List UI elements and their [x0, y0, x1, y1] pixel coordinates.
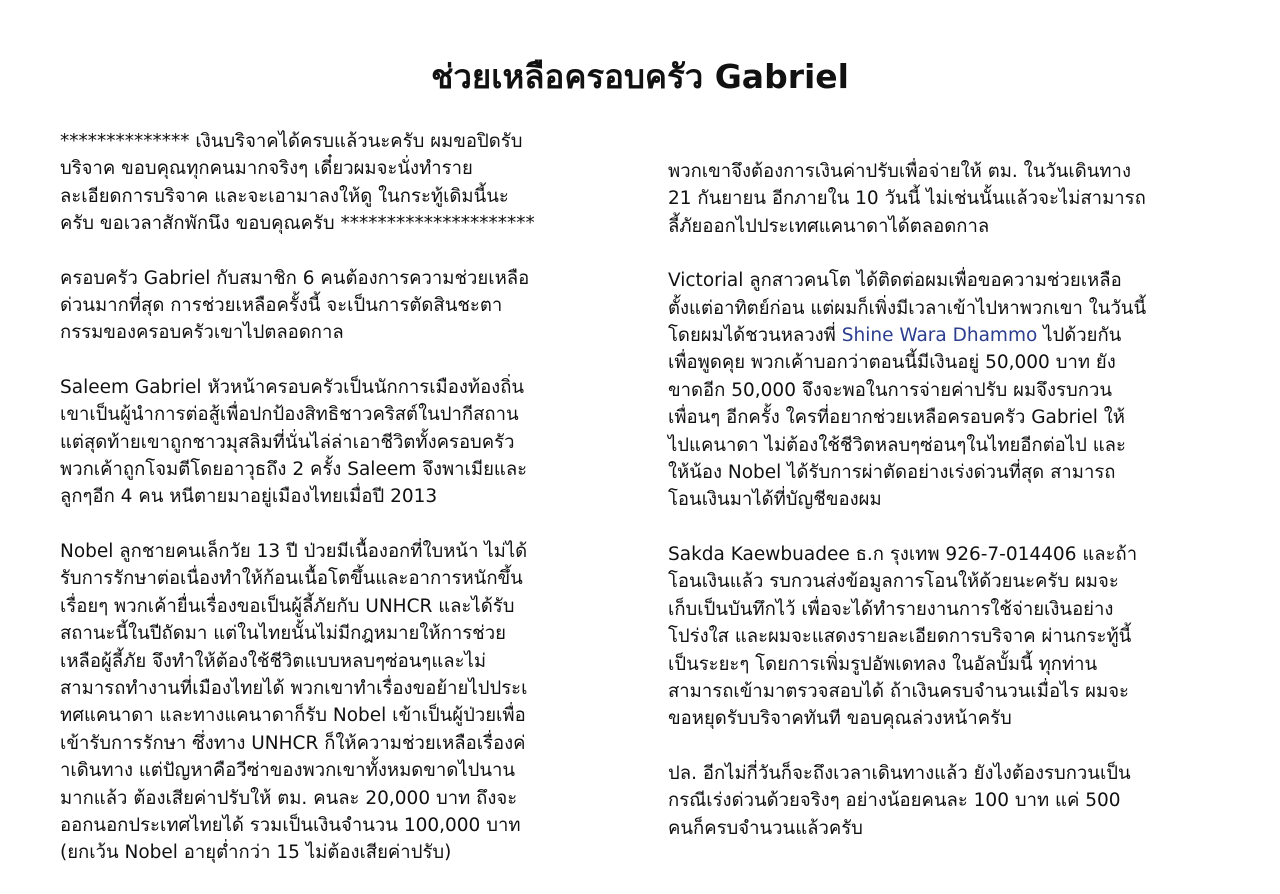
paragraph-line: กรรมของครอบครัวเขาไปตลอดกาล — [60, 322, 344, 344]
paragraph — [60, 538, 622, 867]
paragraph-line: ************** เงินบริจาคได้ครบแล้วนะครับ ผมขอปิดรับ — [60, 131, 523, 152]
paragraph-line: สถานะนี้ในปีถัดมา แต่ในไทยนั้นไม่มีกฎหมายให้การช่วย — [60, 623, 506, 645]
page-title: ช่วยเหลือครอบครัว Gabriel — [431, 57, 849, 96]
paragraph-line: (ยกเว้น Nobel อายุต่ำกว่า 15 ไม่ต้องเสียค่าปรับ) — [60, 842, 452, 864]
paragraph-line: าเดินทาง แต่ปัญหาคือวีซ่าของพวกเขาทั้งหมดขาดไปนาน — [60, 760, 516, 782]
paragraph-line: ขาดอีก 50,000 จึงจะพอในการจ่ายค่าปรับ ผมจึงรบกวน — [668, 379, 1112, 401]
paragraph-line: ไปแคนาดา ไม่ต้องใช้ชีวิตหลบๆซ่อนๆในไทยอีกต่อไป และ — [668, 434, 1126, 456]
paragraph-line: ปล. อีกไม่กี่วันก็จะถึงเวลาเดินทางแล้ว ยังไงต้องรบกวนเป็น — [668, 762, 1131, 784]
paragraph — [60, 374, 622, 511]
paragraph-line: สามารถเข้ามาตรวจสอบได้ ถ้าเงินครบจำนวนเมื่อไร ผมจะ — [668, 680, 1129, 702]
paragraph-line: ลูกๆอีก 4 คน หนีตายมาอยู่เมืองไทยเมื่อปี 2013 — [60, 486, 438, 508]
paragraph-line: ทศแคนาดา และทางแคนาดาก็รับ Nobel เข้าเป็นผู้ป่วยเพื่อ — [60, 705, 526, 727]
line-text: ไปด้วยกัน — [1037, 325, 1122, 347]
paragraph-line: เก็บเป็นบันทึกไว้ เพื่อจะได้ทำรายงานการใช้จ่ายเงินอย่าง — [668, 598, 1114, 620]
paragraph-line: เหลือผู้ลี้ภัย จึงทำให้ต้องใช้ชีวิตแบบหลบๆซ่อนๆและไม่ — [60, 650, 487, 672]
line-text: โดยผมได้ชวนหลวงพี่ — [668, 325, 842, 347]
paragraph-line: เข้ารับการรักษา ซึ่งทาง UNHCR ก็ให้ความช่วยเหลือเรื่องค่ — [60, 732, 526, 754]
paragraph-line: เพื่อพูดคุย พวกเค้าบอกว่าตอนนี้มีเงินอยู่ 50,000 บาท ยัง — [668, 352, 1116, 374]
paragraph-line: ครอบครัว Gabriel กับสมาชิก 6 คนต้องการความช่วยเหลือ — [60, 267, 530, 289]
paragraph-line: พวกเค้าถูกโจมตีโดยอาวุธถึง 2 ครั้ง Saleem จึงพาเมียและ — [60, 459, 528, 481]
left-column — [60, 128, 622, 894]
paragraph — [668, 760, 1228, 842]
paragraph-line: เป็นระยะๆ โดยการเพิ่มรูปอัพเดทลง ในอัลบั้มนี้ ทุกท่าน — [668, 653, 1098, 675]
paragraph-line: ให้น้อง Nobel ได้รับการผ่าตัดอย่างเร่งด่วนที่สุด สามารถ — [668, 462, 1116, 484]
paragraph-line: โอนเงินมาได้ที่บัญชีของผม — [668, 489, 882, 511]
paragraph-line: ตั้งแต่อาทิตย์ก่อน แต่ผมก็เพิ่งมีเวลาเข้าไปหาพวกเขา ในวันนี้ — [668, 297, 1147, 319]
paragraph-line: ด่วนมากที่สุด การช่วยเหลือครั้งนี้ จะเป็นการตัดสินชะตา — [60, 295, 503, 317]
paragraph-line: แต่สุดท้ายเขาถูกชาวมุสลิมที่นั่นไล่ล่าเอาชีวิตทั้งครอบครัว — [60, 431, 515, 453]
paragraph-line: มากแล้ว ต้องเสียค่าปรับให้ ตม. คนละ 20,000 บาท ถึงจะ — [60, 787, 518, 809]
paragraph — [668, 158, 1228, 240]
paragraph-line: เพื่อนๆ อีกครั้ง ใครที่อยากช่วยเหลือครอบครัว Gabriel ให้ — [668, 407, 1125, 429]
right-column — [668, 158, 1228, 869]
paragraph-line: Sakda Kaewbuadee ธ.ก รุงเทพ 926-7-014406 และถ้า — [668, 543, 1138, 565]
paragraph-line: Saleem Gabriel หัวหน้าครอบครัวเป็นนักการเมืองท้องถิ่น — [60, 376, 525, 398]
paragraph-line: ออกนอกประเทศไทยได้ รวมเป็นเงินจำนวน 100,000 บาท — [60, 814, 521, 836]
paragraph-line: ละเอียดการบริจาค และจะเอามาลงให้ดู ในกระทู้เดิมนี้นะ — [60, 185, 509, 207]
shine-wara-dhammo-link[interactable]: Shine Wara Dhammo — [841, 325, 1038, 347]
paragraph-line: Victorial ลูกสาวคนโต ได้ติดต่อผมเพื่อขอความช่วยเหลือ — [668, 270, 1122, 292]
paragraph-line: พวกเขาจึงต้องการเงินค่าปรับเพื่อจ่ายให้ ตม. ในวันเดินทาง — [668, 161, 1131, 182]
paragraph-line: ลี้ภัยออกไปประเทศแคนาดาได้ตลอดกาล — [668, 215, 990, 237]
paragraph-line: เรื่อยๆ พวกเค้ายื่นเรื่องขอเป็นผู้ลี้ภัยกับ UNHCR และได้รับ — [60, 595, 515, 617]
paragraph-line: Nobel ลูกชายคนเล็กวัย 13 ปี ป่วยมีเนื้องอกที่ใบหน้า ไม่ได้ — [60, 540, 528, 562]
paragraph-line: เขาเป็นผู้นำการต่อสู้เพื่อปกป้องสิทธิชาวคริสต์ในปากีสถาน — [60, 404, 519, 426]
paragraph-line: โอนเงินแล้ว รบกวนส่งข้อมูลการโอนให้ด้วยนะครับ ผมจะ — [668, 571, 1119, 593]
paragraph-line: รับการรักษาต่อเนื่องทำให้ก้อนเนื้อโตขึ้นและอาการหนักขึ้น — [60, 568, 523, 590]
paragraph — [668, 267, 1228, 514]
paragraph — [60, 128, 622, 238]
paragraph-line-with-link — [668, 322, 1228, 349]
paragraph-line: บริจาค ขอบคุณทุกคนมากจริงๆ เดี๋ยวผมจะนั่งทำราย — [60, 158, 473, 180]
paragraph-line: คนก็ครบจำนวนแล้วครับ — [668, 817, 863, 839]
paragraph — [60, 265, 622, 347]
paragraph-line: 21 กันยายน อีกภายใน 10 วันนี้ ไม่เช่นนั้นแล้วจะไม่สามารถ — [668, 188, 1146, 210]
paragraph-line: สามารถทำงานที่เมืองไทยได้ พวกเขาทำเรื่องขอย้ายไปประเ — [60, 677, 528, 699]
paragraph-line: ขอหยุดรับบริจาคทันที ขอบคุณล่วงหน้าครับ — [668, 708, 1012, 730]
paragraph-line: ครับ ขอเวลาสักพักนึง ขอบคุณครับ ********************* — [60, 213, 535, 235]
paragraph — [668, 541, 1228, 733]
paragraph-line: โปร่งใส และผมจะแสดงรายละเอียดการบริจาค ผ่านกระทู้นี้ — [668, 626, 1132, 648]
paragraph-line: กรณีเร่งด่วนด้วยจริงๆ อย่างน้อยคนละ 100 บาท แค่ 500 — [668, 790, 1121, 812]
